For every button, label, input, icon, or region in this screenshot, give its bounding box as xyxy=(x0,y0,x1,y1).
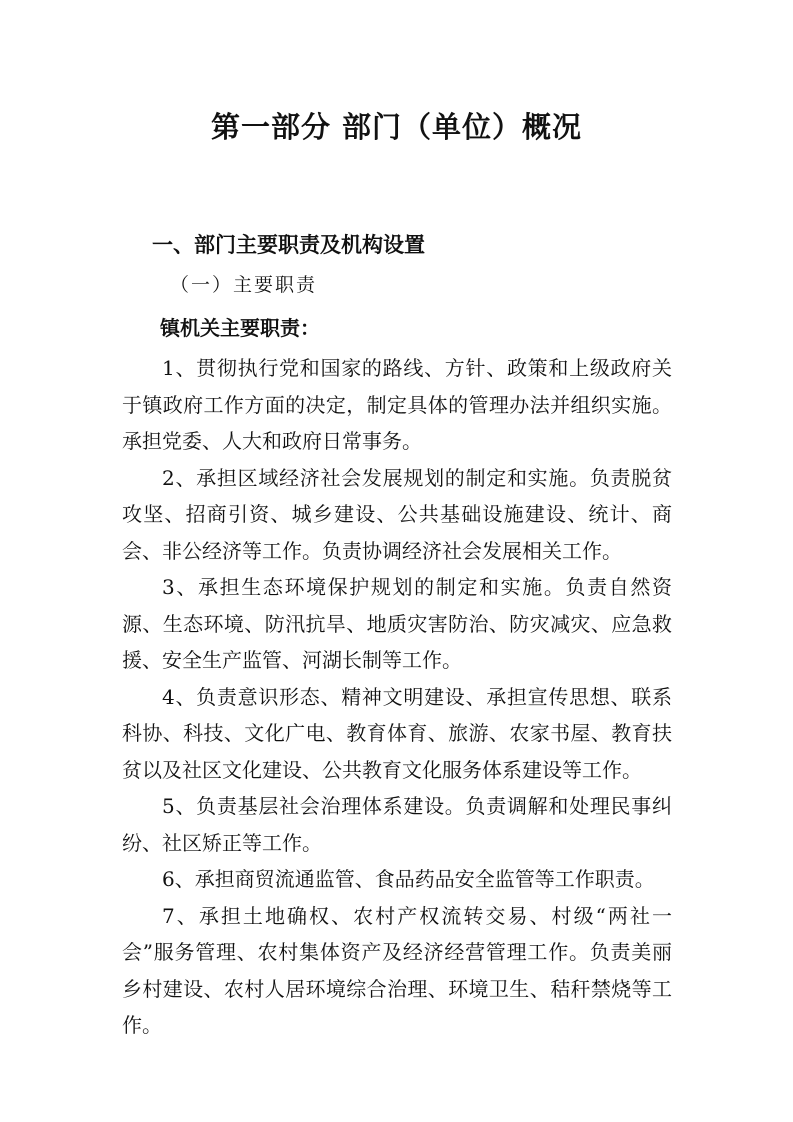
section-heading: 一、部门主要职责及机构设置 xyxy=(152,233,425,257)
paragraph-6: 6、承担商贸流通监管、食品药品安全监管等工作职责。 xyxy=(162,867,655,891)
paragraph-4: 4、负责意识形态、精神文明建设、承担宣传思想、联系科协、科技、文化广电、教育体育、旅游、农家书屋、教育扶贫以及社区文化建设、公共教育文化服务体系建设等工作。 xyxy=(122,684,672,782)
paragraph-2: 2、承担区域经济社会发展规划的制定和实施。负责脱贫攻坚、招商引资、城乡建设、公共基础设施建设、统计、商会、非公经济等工作。负责协调经济社会发展相关工作。 xyxy=(122,465,672,563)
subsection-heading: （一）主要职责 xyxy=(170,274,318,296)
paragraph-1: 1、贯彻执行党和国家的路线、方针、政策和上级政府关于镇政府工作方面的决定，制定具体的管理办法并组织实施。承担党委、人大和政府日常事务。 xyxy=(122,356,672,453)
body-text xyxy=(122,350,672,1044)
sub-heading: 镇机关主要职责： xyxy=(160,316,320,340)
paragraph-3: 3、承担生态环境保护规划的制定和实施。负责自然资源、生态环境、防汛抗旱、地质灾害防治、防灾减灾、应急救援、安全生产监管、河湖长制等工作。 xyxy=(122,575,672,672)
paragraph-7: 7、承担土地确权、农村产权流转交易、村级“两社一会”服务管理、农村集体资产及经济经营管理工作。负责美丽乡村建设、农村人居环境综合治理、环境卫生、秸秆禁烧等工作。 xyxy=(122,903,672,1037)
paragraph-5: 5、负责基层社会治理体系建设。负责调解和处理民事纠纷、社区矫正等工作。 xyxy=(122,794,672,855)
page-title: 第一部分 部门（单位）概况 xyxy=(210,110,583,144)
